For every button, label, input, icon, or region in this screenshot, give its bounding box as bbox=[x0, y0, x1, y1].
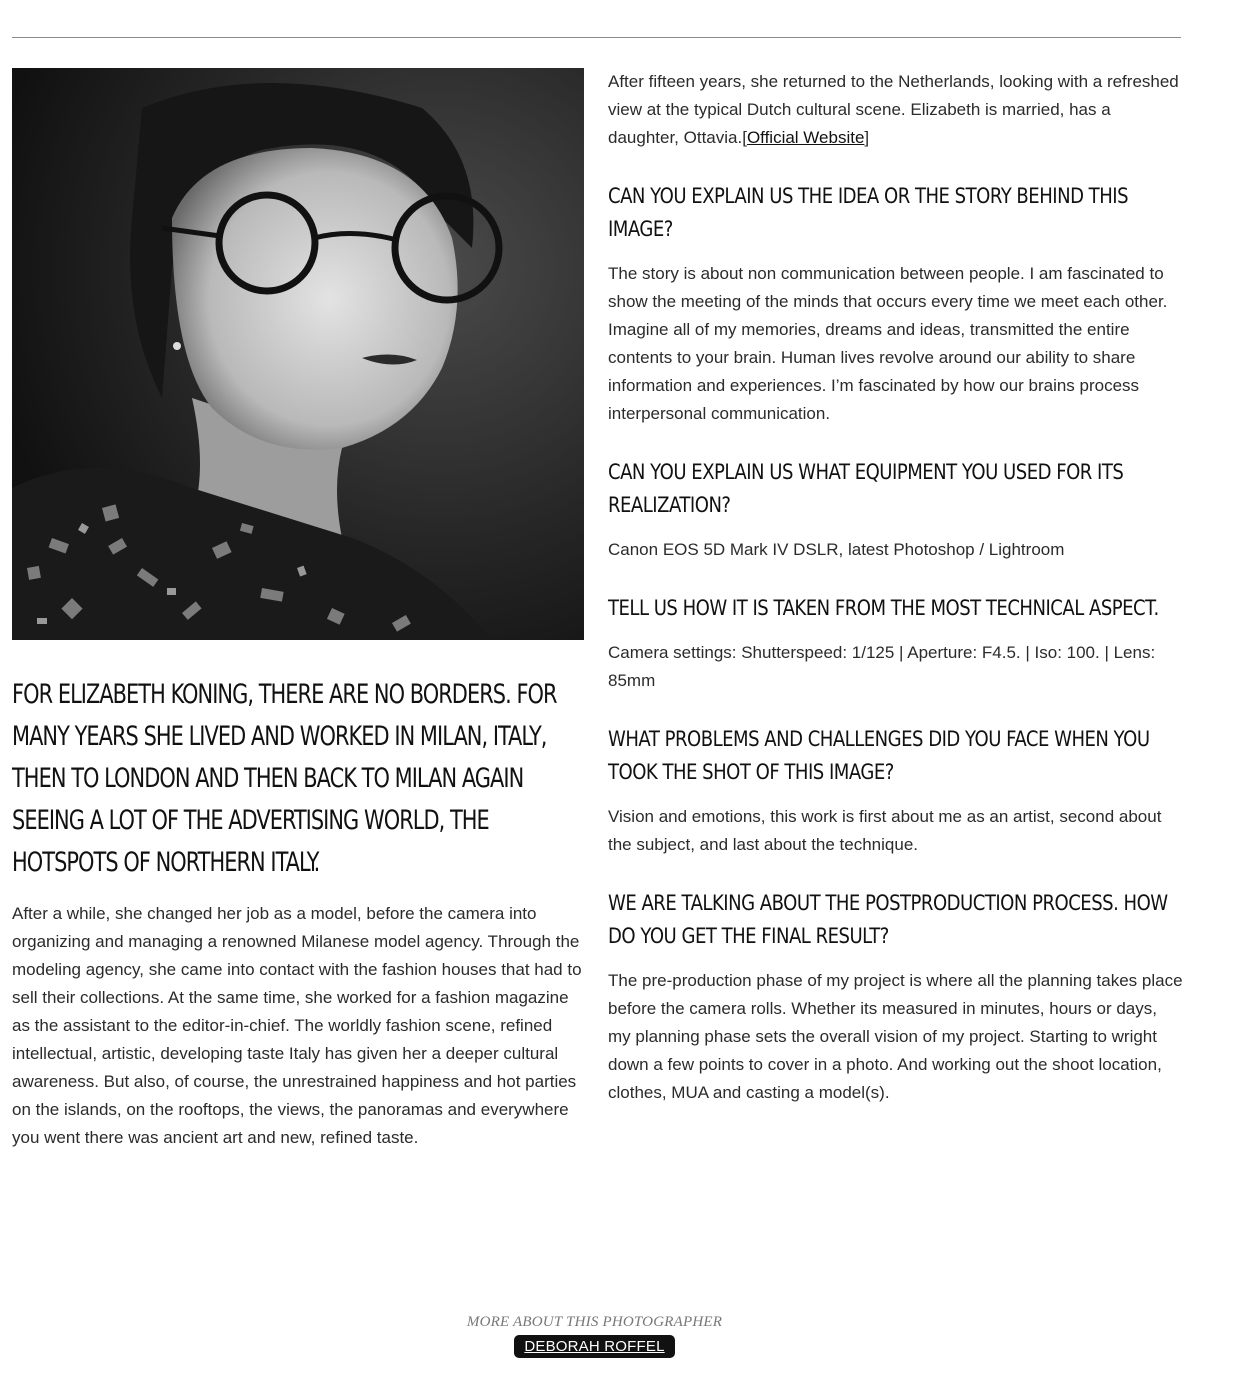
left-paragraph: After a while, she changed her job as a model, before the camera into organizing and managing a renowned Milanese model agency. Through the modeling agency, she came into contact with the fashion houses that had to sell their collections. At the same time, she worked for a fashion magazine as the assistant to the editor-in-chief. The worldly fashion scene, refined intellectual, artistic, developing taste Italy has given her a deeper cultural awareness. But also, of course, the unrestrained happiness and hot parties on the islands, on the rooftops, the views, the panoramas and everywhere you went there was ancient art and new, refined taste. bbox=[12, 904, 582, 1147]
answer-paragraph: The pre-production phase of my project is where all the planning takes place before the camera rolls. Whether its measured in minutes, hours or days, my planning phase sets the overall vision of my project. Starting to wright down a few points to cover in a photo. And working out the shoot location, clothes, MUA and casting a model(s). bbox=[608, 971, 1183, 1102]
answer-paragraph: Vision and emotions, this work is first about me as an artist, second about the subject, and last about the technique. bbox=[608, 807, 1162, 854]
question-heading: WHAT PROBLEMS AND CHALLENGES DID YOU FACE WHEN YOU TOOK THE SHOT OF THIS IMAGE? bbox=[608, 727, 1150, 784]
bracket-close: ] bbox=[864, 128, 870, 147]
right-column bbox=[608, 68, 1183, 1107]
photographer-footer bbox=[0, 1314, 1189, 1358]
question-heading: CAN YOU EXPLAIN US WHAT EQUIPMENT YOU USED FOR ITS REALIZATION? bbox=[608, 460, 1124, 517]
more-about-label: MORE ABOUT THIS PHOTOGRAPHER bbox=[466, 1314, 723, 1330]
left-column bbox=[12, 68, 584, 1152]
answer-paragraph: Camera settings: Shutterspeed: 1/125 | Aperture: F4.5. | Iso: 100. | Lens: 85mm bbox=[608, 643, 1156, 690]
bracket-open: [ bbox=[742, 128, 747, 147]
question-heading: TELL US HOW IT IS TAKEN FROM THE MOST TECHNICAL ASPECT. bbox=[608, 596, 1159, 620]
answer-paragraph: The story is about non communication between people. I am fascinated to show the meeting of the minds that occurs every time we meet each other. Imagine all of my memories, dreams and ideas, transmitted the entire contents to your brain. Human lives revolve around our ability to share information and experiences. I’m fascinated by how our brains process interpersonal communication. bbox=[608, 264, 1168, 423]
answer-paragraph: Canon EOS 5D Mark IV DSLR, latest Photoshop / Lightroom bbox=[608, 540, 1065, 559]
intro-paragraph bbox=[608, 68, 1183, 152]
portrait-photo bbox=[12, 68, 584, 640]
photographer-button[interactable]: DEBORAH ROFFEL bbox=[514, 1335, 674, 1358]
intro-text: After fifteen years, she returned to the Netherlands, looking with a refreshed view at the typical Dutch cultural scene. Elizabeth is married, has a daughter, Ottavia. bbox=[608, 72, 1179, 147]
question-heading: CAN YOU EXPLAIN US THE IDEA OR THE STORY BEHIND THIS IMAGE? bbox=[608, 184, 1129, 241]
official-website-link[interactable]: Official Website bbox=[746, 128, 865, 147]
lead-heading: FOR ELIZABETH KONING, THERE ARE NO BORDERS. FOR MANY YEARS SHE LIVED AND WORKED IN MILAN, ITALY, THEN TO LONDON AND THEN BACK TO MILAN AGAIN SEEING A LOT OF THE ADVERTISING WORLD, THE HOTSPOTS OF NORTHERN ITALY. bbox=[12, 679, 557, 878]
top-divider bbox=[12, 37, 1181, 38]
question-heading: WE ARE TALKING ABOUT THE POSTPRODUCTION PROCESS. HOW DO YOU GET THE FINAL RESULT? bbox=[608, 891, 1168, 948]
